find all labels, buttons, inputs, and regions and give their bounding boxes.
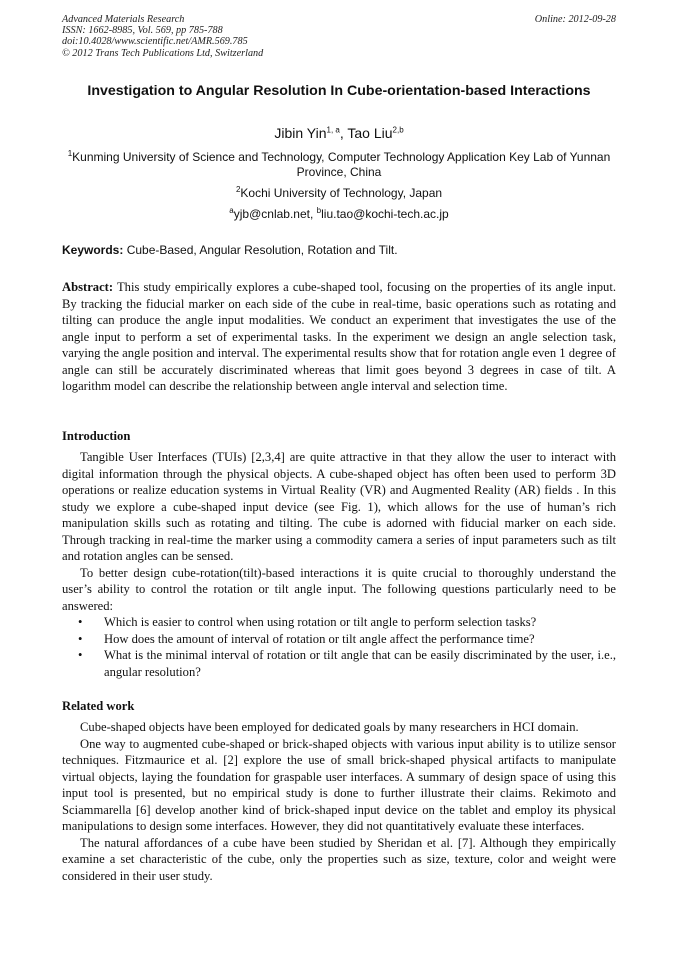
affiliation-2 bbox=[62, 186, 616, 201]
related-work-paragraph-1: Cube-shaped objects have been employed for dedicated goals by many researchers in HCI domain. bbox=[80, 720, 579, 734]
related-work-paragraph-3: The natural affordances of a cube have been studied by Sheridan et al. [7]. Although they empirically examine a set characteristic of the cube, only the properties such as size, texture, color and weight were considered in their user study. bbox=[62, 835, 616, 883]
author-2-sup: 2,b bbox=[392, 125, 404, 135]
journal-name: Advanced Materials Research bbox=[62, 14, 185, 25]
research-questions-list bbox=[62, 614, 616, 680]
keywords bbox=[62, 243, 616, 258]
list-item: • Which is easier to control when using rotation or tilt angle to perform selection tasks? bbox=[62, 614, 616, 631]
author-1-name: Jibin Yin bbox=[274, 125, 327, 141]
related-work-heading: Related work bbox=[62, 699, 135, 713]
introduction-heading: Introduction bbox=[62, 429, 131, 443]
author-separator: , bbox=[339, 125, 348, 141]
introduction-paragraph-1: Tangible User Interfaces (TUIs) [2,3,4] are quite attractive in that they allow the user to interact with digital information through the physical objects. A cube-shaped object has often been used to perform 3D operations or realize education systems in Virtual Reality (VR) and Augmented Reality (AR) fields . In this study we explore a cube-shaped input device (see Fig. 1), which allows for the use of human’s rich manipulation skills such as rotating and tilting. The cube is adorned with fiducial marker on each side. Through tracking in real-time the marker using a commodity camera a series of input parameters such as tilt and rotation angles can be sensed. bbox=[62, 450, 616, 563]
email-a: yjb@cnlab.net, bbox=[233, 207, 317, 221]
introduction-body bbox=[62, 449, 616, 680]
author-2-name: Tao Liu bbox=[347, 125, 393, 141]
list-item: • What is the minimal interval of rotation or tilt angle that can be easily discriminated by the user, i.e., angular resolution? bbox=[62, 647, 616, 680]
keywords-text: Cube-Based, Angular Resolution, Rotation and Tilt. bbox=[123, 243, 398, 257]
affiliation-1 bbox=[62, 150, 616, 180]
author-emails bbox=[62, 207, 616, 222]
journal-doi: doi:10.4028/www.scientific.net/AMR.569.785 bbox=[62, 36, 248, 48]
journal-copyright: © 2012 Trans Tech Publications Ltd, Switzerland bbox=[62, 47, 264, 59]
journal-issn: ISSN: 1662-8985, Vol. 569, pp 785-788 bbox=[62, 25, 223, 37]
abstract-label: Abstract: bbox=[62, 280, 114, 294]
email-b: liu.tao@kochi-tech.ac.jp bbox=[321, 207, 449, 221]
affiliation-1-text: Kunming University of Science and Technology, Computer Technology Application Key Lab of Yunnan Province, China bbox=[72, 150, 611, 179]
author-1-sup: 1, a bbox=[326, 125, 340, 135]
keywords-label: Keywords: bbox=[62, 243, 124, 257]
author-line bbox=[62, 124, 616, 142]
introduction-paragraph-2: To better design cube-rotation(tilt)-based interactions it is quite crucial to thoroughly understand the user’s ability to control the rotation or tilt angle input. The following questions particularly need to be answered: bbox=[62, 565, 616, 613]
affiliation-2-text: Kochi University of Technology, Japan bbox=[240, 186, 443, 200]
email-b-sup: b bbox=[316, 206, 322, 215]
email-a-sup: a bbox=[229, 206, 234, 215]
journal-header bbox=[62, 14, 616, 59]
paper-title: Investigation to Angular Resolution In Cube-orientation-based Interactions bbox=[87, 83, 591, 99]
related-work-paragraph-2: One way to augmented cube-shaped or brick-shaped objects with various input ability is to utilize sensor techniques. Fitzmaurice et al. [2] explore the use of small brick-shaped physical artifacts to manipulate virtual objects, laying the foundation for graspable user interfaces. A summary of design space of using this input tool is presented, but no empirical study is done to further illustrate their claims. Rekimoto and Sciammarella [6] develop another kind of brick-shaped input device on the tablet and employ its physical manipulations to design some interfaces. However, they did not quantitatively evaluate these interfaces. bbox=[62, 736, 616, 833]
related-work-body bbox=[62, 719, 616, 884]
affiliation-2-sup: 2 bbox=[235, 185, 241, 194]
list-item: • How does the amount of interval of rotation or tilt angle affect the performance time? bbox=[62, 631, 616, 648]
online-date: Online: 2012-09-28 bbox=[534, 14, 616, 25]
abstract-text: This study empirically explores a cube-shaped tool, focusing on the properties of its angle input. By tracking the fiducial marker on each side of the cube in real-time, basic operations such as rotating and tilting can produce the angle input modalities. We conduct an experiment that investigates the use of the angle input to perform a set of experimental tasks. In the experiment we design an angle selection task, varying the angle position and interval. The experimental results show that for rotation angle even 1 degree of angle can still be accurately discriminated whereas that limit goes beyond 3 degrees in case of tilt. A logarithm model can describe the relationship between angle interval and selection time. bbox=[62, 280, 616, 393]
affiliation-1-sup: 1 bbox=[67, 149, 73, 158]
abstract bbox=[62, 279, 616, 395]
